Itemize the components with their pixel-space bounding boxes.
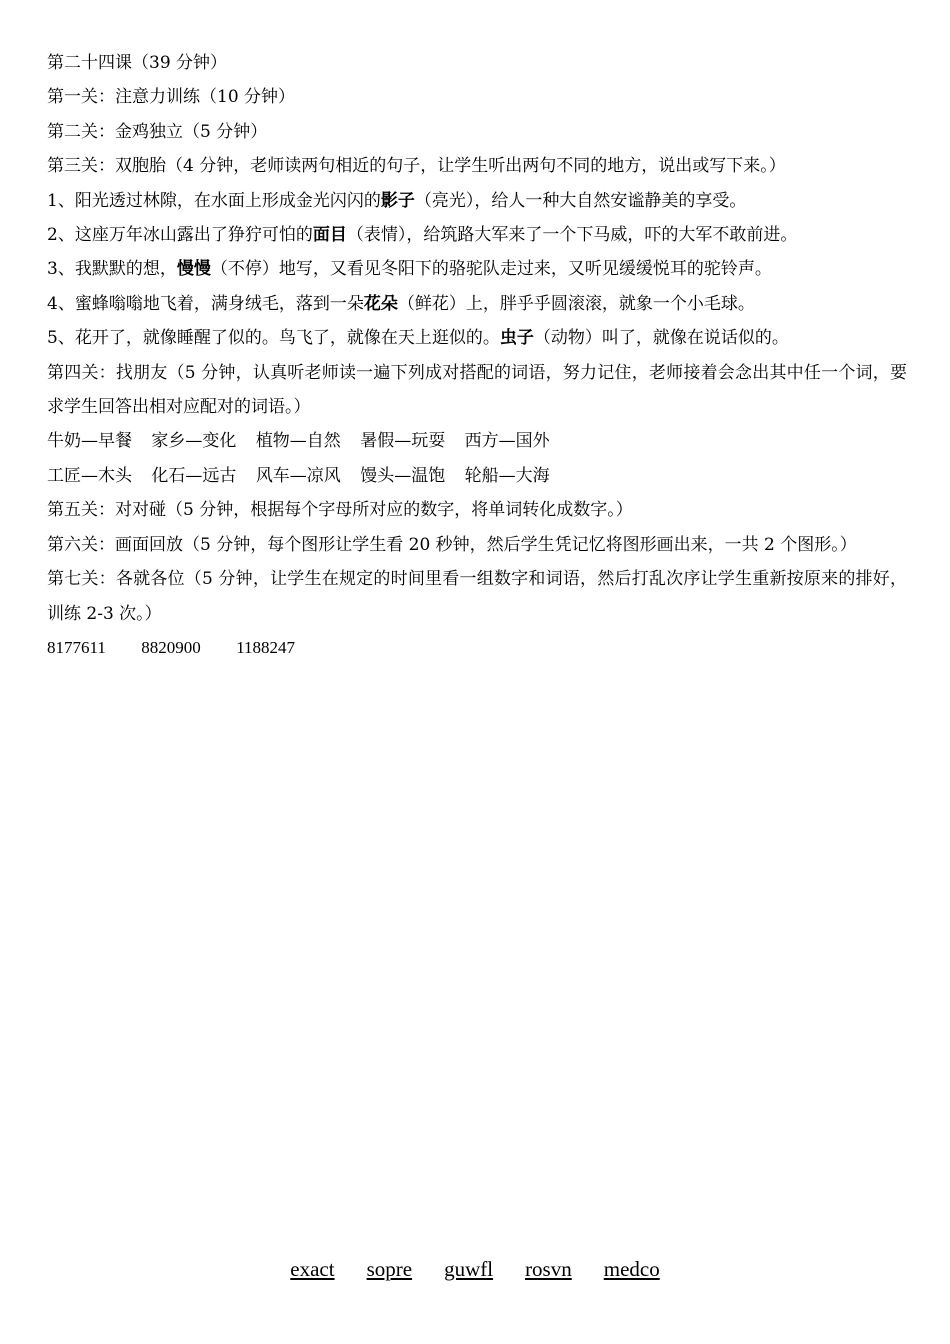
sentence-2 bbox=[47, 218, 907, 252]
word-pair: 馒头—温饱 bbox=[360, 465, 446, 486]
sentence-text: 3、我默默的想， bbox=[47, 259, 177, 280]
digit-sequence: 8820900 bbox=[141, 637, 201, 657]
word-pairs-row-2 bbox=[47, 459, 907, 493]
sentence-text: 5、花开了，就像睡醒了似的。鸟飞了，就像在天上逛似的。 bbox=[47, 328, 500, 349]
sentence-keyword: 面目 bbox=[312, 225, 347, 246]
sentence-3 bbox=[47, 252, 907, 286]
footer-word: guwfl bbox=[444, 1257, 494, 1281]
sentence-keyword: 花朵 bbox=[363, 293, 398, 314]
word-pair: 西方—国外 bbox=[464, 431, 550, 452]
word-pair: 牛奶—早餐 bbox=[47, 431, 132, 452]
sentence-text: （动物）叫了，就像在说话似的。 bbox=[533, 328, 789, 349]
footer-word: rosvn bbox=[525, 1257, 572, 1281]
sentence-keyword: 影子 bbox=[380, 190, 415, 211]
sentence-5 bbox=[47, 321, 907, 355]
word-pair: 轮船—大海 bbox=[464, 465, 550, 486]
word-pair: 家乡—变化 bbox=[151, 431, 237, 452]
sentence-text: 2、这座万年冰山露出了狰狞可怕的 bbox=[47, 225, 313, 246]
sentence-1 bbox=[47, 184, 907, 218]
lesson-title: 第二十四课（39 分钟） bbox=[47, 53, 228, 73]
level-3-heading: 第三关：双胞胎（4 分钟，老师读两句相近的句子，让学生听出两句不同的地方，说出或写下来。） bbox=[47, 156, 786, 177]
document-body bbox=[47, 46, 907, 665]
sentence-4 bbox=[47, 287, 907, 321]
word-pairs-row-1 bbox=[47, 424, 907, 458]
level-5-heading: 第五关：对对碰（5 分钟，根据每个字母所对应的数字，将单词转化成数字。） bbox=[47, 500, 633, 521]
sentence-text: 1、阳光透过林隙，在水面上形成金光闪闪的 bbox=[47, 190, 381, 211]
footer-word: exact bbox=[290, 1257, 335, 1281]
level-1-heading: 第一关：注意力训练（10 分钟） bbox=[47, 87, 296, 108]
word-pair: 暑假—玩耍 bbox=[360, 431, 446, 452]
sentence-text: （不停）地写，又看见冬阳下的骆驼队走过来，又听见缓缓悦耳的驼铃声。 bbox=[210, 259, 772, 280]
sentence-keyword: 虫子 bbox=[499, 328, 534, 349]
level-7-heading: 第七关：各就各位（5 分钟，让学生在规定的时间里看一组数字和词语，然后打乱次序让学生重新按原来的排好，训练 2-3 次。） bbox=[47, 569, 907, 624]
digit-sequences bbox=[47, 631, 907, 665]
level-2-heading: 第二关：金鸡独立（5 分钟） bbox=[47, 121, 268, 142]
sentence-text: （表情），给筑路大军来了一个下马威，吓的大军不敢前进。 bbox=[346, 225, 798, 246]
word-pair: 化石—远古 bbox=[151, 465, 237, 486]
sentence-text: 4、蜜蜂嗡嗡地飞着，满身绒毛，落到一朵 bbox=[47, 293, 364, 314]
sentence-text: （鲜花）上，胖乎乎圆滚滚，就象一个小毛球。 bbox=[397, 293, 755, 314]
digit-sequence: 1188247 bbox=[236, 637, 296, 657]
word-pair: 工匠—木头 bbox=[47, 465, 132, 486]
footer-word: medco bbox=[603, 1257, 660, 1281]
level-4-heading: 第四关：找朋友（5 分钟，认真听老师读一遍下列成对搭配的词语，努力记住，老师接着会念出其中任一个词，要求学生回答出相对应配对的词语。） bbox=[47, 362, 907, 418]
word-pair: 植物—自然 bbox=[255, 431, 341, 452]
digit-sequence: 8177611 bbox=[47, 637, 106, 657]
sentence-text: （亮光），给人一种大自然安谧静美的享受。 bbox=[414, 190, 747, 211]
footer-word: sopre bbox=[366, 1257, 413, 1281]
word-pair: 风车—凉风 bbox=[255, 465, 341, 486]
sentence-keyword: 慢慢 bbox=[176, 259, 211, 280]
footer-word-list bbox=[0, 1257, 950, 1282]
level-6-heading: 第六关：画面回放（5 分钟，每个图形让学生看 20 秒钟，然后学生凭记忆将图形画出来，一共 2 个图形。） bbox=[47, 534, 857, 555]
